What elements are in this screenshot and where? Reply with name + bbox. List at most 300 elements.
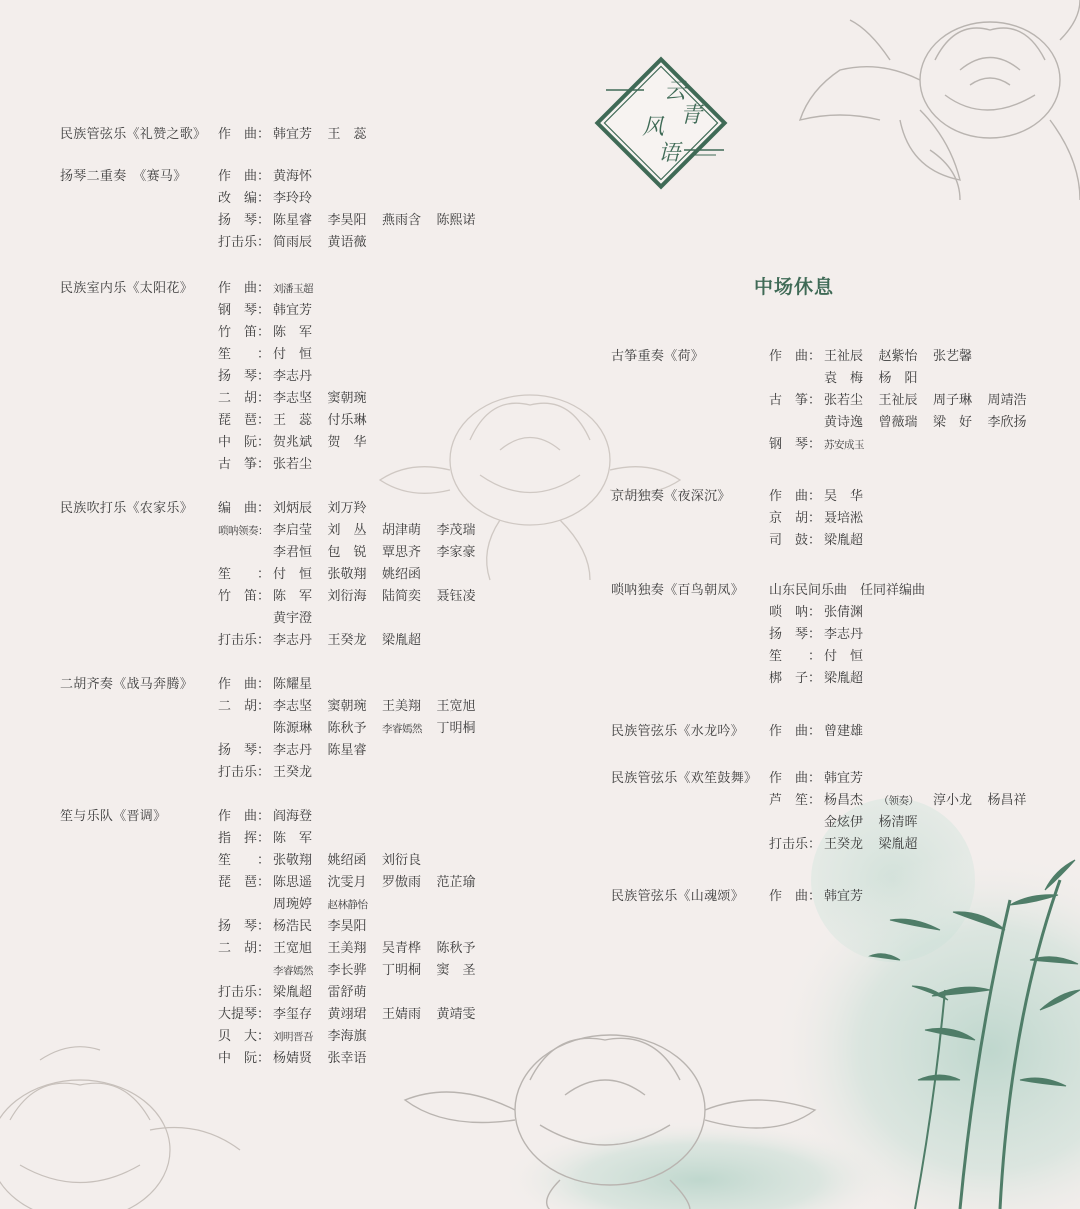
piece-credits	[769, 721, 879, 743]
role-label: 作 曲：	[769, 349, 822, 364]
role-label: 作 曲：	[769, 724, 822, 739]
peony-bottom-left	[0, 1047, 240, 1209]
performer-name: 韩宜芳	[273, 127, 313, 142]
performer-name: 梁胤超	[273, 985, 313, 1000]
performer-line	[273, 300, 328, 322]
piece-credits	[769, 486, 879, 552]
performer-name: 姚绍函	[327, 853, 367, 868]
performer-name: 王美翔	[327, 941, 367, 956]
credit-row	[218, 232, 491, 254]
role-label: 笙 ：	[769, 649, 822, 664]
performer-name: 李玲玲	[273, 191, 313, 206]
logo-char-3: 风	[642, 115, 665, 140]
performer-line	[273, 432, 382, 454]
credit-row	[218, 278, 382, 300]
role-label: 扬 琴：	[218, 919, 271, 934]
credit-row	[218, 762, 491, 784]
role-label: 古 筝：	[769, 393, 822, 408]
performer-line	[824, 602, 879, 624]
performer-name: 吴 华	[824, 489, 864, 504]
piece-credits	[769, 580, 925, 690]
role-label: 笙 ：	[218, 347, 271, 362]
performer-name: 王祉辰	[824, 349, 864, 364]
performer-line	[273, 828, 328, 850]
role-label: 作 曲：	[218, 169, 271, 184]
performer-line	[273, 166, 328, 188]
credit-row	[769, 790, 1042, 834]
performer-line	[273, 872, 491, 894]
role-label: 竹 笛：	[218, 589, 271, 604]
role-label: 竹 笛：	[218, 325, 271, 340]
piece-title: 民族管弦乐《礼赞之歌》	[60, 127, 207, 142]
performer-name: 杨清晖	[878, 815, 918, 830]
performer-name: 聂培淞	[824, 511, 864, 526]
credit-row	[218, 872, 491, 916]
performer-name: 张敬翔	[327, 567, 367, 582]
piece-title: 扬琴二重奏 《赛马》	[60, 169, 187, 184]
performer-name: 李海旗	[327, 1029, 367, 1044]
credit-row	[218, 696, 491, 740]
performer-name: 李志坚	[273, 391, 313, 406]
intermission-heading: 中场休息	[754, 276, 835, 298]
role-label: 打击乐：	[769, 837, 822, 852]
performer-line	[273, 344, 328, 366]
performer-name: 李昊阳	[327, 919, 367, 934]
performer-line	[273, 210, 491, 232]
performer-line	[273, 1026, 382, 1048]
credit-row	[218, 124, 382, 146]
role-label: 古 筝：	[218, 457, 271, 472]
credit-row	[769, 346, 1042, 390]
performer-line	[273, 1004, 491, 1026]
performer-name: 李志丹	[273, 633, 313, 648]
credit-row	[218, 740, 491, 762]
piece-title: 民族管弦乐《欢笙鼓舞》	[611, 771, 758, 786]
credit-row	[218, 630, 491, 652]
performer-name: （领奏）	[878, 795, 919, 807]
performer-line	[273, 366, 328, 388]
performer-line	[273, 806, 328, 828]
role-label: 贝 大：	[218, 1029, 271, 1044]
performer-name: 李志丹	[824, 627, 864, 642]
performer-name: 周琬婷	[273, 897, 313, 912]
performer-name: 陈熙诺	[436, 213, 476, 228]
performer-name: 阎海登	[273, 809, 313, 824]
role-label: 作 曲：	[218, 281, 271, 296]
credit-row	[218, 188, 491, 210]
piece-credits	[218, 498, 491, 652]
piece-credits	[218, 806, 491, 1070]
performer-name: 杨 阳	[878, 371, 918, 386]
performer-name: 王祉辰	[878, 393, 918, 408]
performer-line	[824, 508, 879, 530]
performer-name: 贺兆斌	[273, 435, 313, 450]
performer-line	[273, 894, 491, 916]
credit-row	[218, 344, 382, 366]
credit-row	[218, 674, 491, 696]
performer-name: 杨浩民	[273, 919, 313, 934]
performer-name: 陈源琳	[273, 721, 313, 736]
performer-name: 吴青桦	[382, 941, 422, 956]
performer-name: 淳小龙	[933, 793, 973, 808]
piece-title: 笙与乐队《晋调》	[60, 809, 167, 824]
role-label: 指 挥：	[218, 831, 271, 846]
performer-line	[273, 498, 382, 520]
performer-line	[824, 624, 879, 646]
performer-line	[273, 124, 382, 146]
performer-name: 李君恒	[273, 545, 313, 560]
credit-row	[218, 210, 491, 232]
performer-name: 李志坚	[273, 699, 313, 714]
performer-line	[273, 850, 437, 872]
role-label: 笙 ：	[218, 853, 271, 868]
performer-name: 刘明晋吾	[273, 1031, 313, 1043]
performer-name: 张若尘	[273, 457, 313, 472]
role-label: 编 曲：	[218, 501, 271, 516]
performer-name: 张若尘	[824, 393, 864, 408]
performer-name: 陈耀星	[273, 677, 313, 692]
performer-line	[273, 388, 382, 410]
role-label: 打击乐：	[218, 765, 271, 780]
performer-name: 梁 好	[933, 415, 973, 430]
performer-line	[824, 434, 879, 456]
performer-name: 李长骅	[327, 963, 367, 978]
piece-title: 古筝重奏《荷》	[611, 349, 705, 364]
performer-line	[273, 762, 328, 784]
performer-name: 刘衍良	[382, 853, 422, 868]
performer-name: 刘衍海	[327, 589, 367, 604]
performer-name: 梁胤超	[824, 533, 864, 548]
credit-row	[769, 602, 925, 624]
performer-line	[273, 564, 437, 586]
performer-line	[273, 410, 382, 432]
performer-name: 李昊阳	[327, 213, 367, 228]
performer-name: 陈星睿	[327, 743, 367, 758]
performer-name: 贺 华	[327, 435, 367, 450]
credit-row	[218, 498, 491, 520]
credit-row	[769, 834, 1042, 856]
performer-name: 付 恒	[273, 347, 313, 362]
credit-row	[769, 434, 1042, 456]
performer-name: 韩宜芳	[824, 771, 864, 786]
performer-name: 刘潘玉超	[273, 283, 313, 295]
performer-name: 李睿嫣然	[273, 965, 313, 977]
performer-name: 金炫伊	[824, 815, 864, 830]
logo-char-2: 青	[680, 103, 703, 128]
role-label: 二 胡：	[218, 391, 271, 406]
performer-line	[824, 390, 1042, 412]
credit-row	[769, 530, 879, 552]
credit-row	[218, 1048, 491, 1070]
performer-name: 范芷瑜	[436, 875, 476, 890]
role-label: 扬 琴：	[218, 743, 271, 758]
performer-name: 付 恒	[273, 567, 313, 582]
performer-name: 赵林静怡	[327, 899, 368, 911]
role-label: 改 编：	[218, 191, 271, 206]
performer-line	[273, 278, 328, 300]
role-label: 扬 琴：	[218, 213, 271, 228]
performer-name: 李睿嫣然	[382, 723, 422, 735]
performer-name: 陈 军	[273, 589, 313, 604]
credit-row	[218, 982, 491, 1004]
performer-name: 周靖浩	[987, 393, 1027, 408]
credit-row	[218, 454, 382, 476]
performer-name: 雷舒萌	[327, 985, 367, 1000]
piece-credits	[218, 124, 382, 146]
role-label: 唢呐领奏：	[218, 525, 268, 537]
performer-name: 王 蕊	[273, 413, 313, 428]
performer-name: 张敬翔	[273, 853, 313, 868]
performer-name: 王婧雨	[382, 1007, 422, 1022]
performer-name: 张倩渊	[824, 605, 864, 620]
credit-row	[769, 721, 879, 743]
performer-name: 曾薇瑞	[878, 415, 918, 430]
role-label: 二 胡：	[218, 699, 271, 714]
performer-name: 王宽旭	[273, 941, 313, 956]
piece-title: 二胡齐奏《战马奔腾》	[60, 677, 194, 692]
performer-name: 窦朝琬	[327, 391, 367, 406]
credit-row	[218, 520, 491, 564]
piece-title: 京胡独奏《夜深沉》	[611, 489, 731, 504]
logo-char-1: 云	[664, 79, 687, 104]
performer-name: 李玺存	[273, 1007, 313, 1022]
role-label: 打击乐：	[218, 235, 271, 250]
performer-name: 黄诗逸	[824, 415, 864, 430]
credit-row	[769, 646, 925, 668]
role-label: 扬 琴：	[769, 627, 822, 642]
performer-line	[273, 630, 437, 652]
performer-name: 苏安成玉	[824, 439, 864, 451]
performer-name: 刘炳辰	[273, 501, 313, 516]
performer-name: 韩宜芳	[824, 889, 864, 904]
performer-name: 黄海怀	[273, 169, 313, 184]
performer-line	[824, 790, 1042, 812]
performer-name: 陈秋予	[327, 721, 367, 736]
credit-row	[218, 410, 382, 432]
performer-name: 付 恒	[824, 649, 864, 664]
credit-row	[218, 806, 491, 828]
performer-name: 刘万羚	[327, 501, 367, 516]
credit-row	[769, 768, 1042, 790]
performer-line	[824, 668, 879, 690]
piece-credits	[769, 346, 1042, 456]
performer-name: 李茂瑞	[436, 523, 476, 538]
role-label: 笙 ：	[218, 567, 271, 582]
performer-name: 李启莹	[273, 523, 313, 538]
performer-line	[273, 454, 328, 476]
performer-line	[273, 608, 491, 630]
performer-name: 李志丹	[273, 743, 313, 758]
performer-name: 刘 丛	[327, 523, 367, 538]
role-label: 打击乐：	[218, 633, 271, 648]
performer-line	[273, 740, 382, 762]
performer-line	[273, 188, 328, 210]
piece-credits	[218, 278, 382, 476]
performer-name: 周子琳	[933, 393, 973, 408]
credit-row	[218, 938, 491, 982]
role-label: 琵 琶：	[218, 875, 271, 890]
role-label: 扬 琴：	[218, 369, 271, 384]
role-label: 京 胡：	[769, 511, 822, 526]
logo-seal	[592, 54, 730, 192]
credit-row	[218, 300, 382, 322]
credit-row	[769, 580, 925, 602]
performer-name: 丁明桐	[436, 721, 476, 736]
piece-credits	[218, 674, 491, 784]
performer-name: 杨昌祥	[987, 793, 1027, 808]
credit-row	[218, 366, 382, 388]
performer-name: 黄靖雯	[436, 1007, 476, 1022]
piece-title: 民族管弦乐《山魂颂》	[611, 889, 745, 904]
performer-name: 山东民间乐曲 任同祥编曲	[769, 583, 926, 598]
role-label: 作 曲：	[769, 771, 822, 786]
role-label: 作 曲：	[769, 489, 822, 504]
performer-line	[273, 718, 491, 740]
performer-name: 黄翊珺	[327, 1007, 367, 1022]
credit-row	[769, 668, 925, 690]
performer-name: 姚绍函	[382, 567, 422, 582]
performer-line	[273, 696, 491, 718]
performer-line	[824, 486, 879, 508]
performer-name: 韩宜芳	[273, 303, 313, 318]
performer-name: 胡津萌	[382, 523, 422, 538]
credit-row	[769, 886, 879, 908]
performer-name: 丁明桐	[382, 963, 422, 978]
role-label: 打击乐：	[218, 985, 271, 1000]
role-label: 琵 琶：	[218, 413, 271, 428]
performer-line	[824, 646, 879, 668]
performer-line	[273, 1048, 382, 1070]
credit-row	[218, 828, 491, 850]
performer-name: 王癸龙	[824, 837, 864, 852]
performer-name: 王宽旭	[436, 699, 476, 714]
performer-name: 包 锐	[327, 545, 367, 560]
piece-credits	[769, 886, 879, 908]
role-label: 大提琴：	[218, 1007, 271, 1022]
performer-line	[273, 586, 491, 608]
performer-line	[824, 346, 988, 368]
role-label: 钢 琴：	[769, 437, 822, 452]
performer-name: 杨婧贤	[273, 1051, 313, 1066]
piece-title: 唢呐独奏《百鸟朝凤》	[611, 583, 745, 598]
performer-line	[273, 542, 491, 564]
role-label: 作 曲：	[218, 677, 271, 692]
performer-name: 沈雯月	[327, 875, 367, 890]
performer-name: 付乐琳	[327, 413, 367, 428]
performer-name: 陈星睿	[273, 213, 313, 228]
role-label: 二 胡：	[218, 941, 271, 956]
performer-line	[273, 982, 382, 1004]
performer-name: 杨昌杰	[824, 793, 864, 808]
credit-row	[218, 432, 382, 454]
performer-name: 简雨辰	[273, 235, 313, 250]
credit-row	[218, 322, 382, 344]
performer-name: 张幸语	[327, 1051, 367, 1066]
performer-name: 袁 梅	[824, 371, 864, 386]
performer-name: 窦朝琬	[327, 699, 367, 714]
performer-name: 覃思齐	[382, 545, 422, 560]
piece-title: 民族室内乐《太阳花》	[60, 281, 194, 296]
performer-name: 梁胤超	[824, 671, 864, 686]
performer-line	[824, 412, 1042, 434]
performer-name: 李家豪	[436, 545, 476, 560]
performer-line	[273, 674, 328, 696]
performer-name: 聂钰凌	[436, 589, 476, 604]
performer-line	[824, 812, 1042, 834]
credit-row	[218, 1026, 491, 1048]
performer-line	[273, 322, 328, 344]
credit-row	[218, 1004, 491, 1026]
credit-row	[769, 624, 925, 646]
performer-name: 陈思遥	[273, 875, 313, 890]
performer-line	[824, 834, 933, 856]
performer-name: 陈 军	[273, 325, 313, 340]
performer-name: 燕雨含	[382, 213, 422, 228]
credit-row	[769, 508, 879, 530]
role-label: 中 阮：	[218, 435, 271, 450]
performer-name: 陈 军	[273, 831, 313, 846]
performer-name: 陆简奕	[382, 589, 422, 604]
credit-row	[769, 390, 1042, 434]
performer-name: 陈秋予	[436, 941, 476, 956]
role-label: 唢 呐：	[769, 605, 822, 620]
performer-name: 黄宇澄	[273, 611, 313, 626]
role-label: 钢 琴：	[218, 303, 271, 318]
performer-name: 梁胤超	[382, 633, 422, 648]
role-label: 中 阮：	[218, 1051, 271, 1066]
credit-row	[218, 564, 491, 586]
performer-name: 王美翔	[382, 699, 422, 714]
performer-name: 曾建雄	[824, 724, 864, 739]
credit-row	[769, 486, 879, 508]
role-label: 梆 子：	[769, 671, 822, 686]
piece-title: 民族吹打乐《农家乐》	[60, 501, 194, 516]
performer-name: 李志丹	[273, 369, 313, 384]
performer-name: 罗傲雨	[382, 875, 422, 890]
piece-credits	[769, 768, 1042, 856]
performer-line	[824, 530, 879, 552]
performer-name: 窦 圣	[436, 963, 476, 978]
performer-name: 王癸龙	[327, 633, 367, 648]
credit-row	[218, 916, 491, 938]
performer-line	[824, 886, 879, 908]
role-label: 司 鼓：	[769, 533, 822, 548]
performer-name: 梁胤超	[878, 837, 918, 852]
performer-line	[769, 580, 925, 602]
role-label: 作 曲：	[769, 889, 822, 904]
performer-line	[273, 232, 382, 254]
peony-top-right	[800, 0, 1080, 200]
performer-name: 王 蕊	[327, 127, 367, 142]
performer-name: 李欣扬	[987, 415, 1027, 430]
performer-name: 王癸龙	[273, 765, 313, 780]
credit-row	[218, 586, 491, 630]
piece-credits	[218, 166, 491, 254]
credit-row	[218, 850, 491, 872]
performer-line	[273, 916, 382, 938]
role-label: 作 曲：	[218, 809, 271, 824]
role-label: 芦 笙：	[769, 793, 822, 808]
credit-row	[218, 388, 382, 410]
credit-row	[218, 166, 491, 188]
performer-line	[824, 721, 879, 743]
performer-name: 黄语薇	[327, 235, 367, 250]
performer-line	[273, 520, 491, 542]
performer-name: 张艺馨	[933, 349, 973, 364]
performer-name: 赵紫怡	[878, 349, 918, 364]
performer-line	[824, 368, 988, 390]
performer-line	[273, 960, 491, 982]
